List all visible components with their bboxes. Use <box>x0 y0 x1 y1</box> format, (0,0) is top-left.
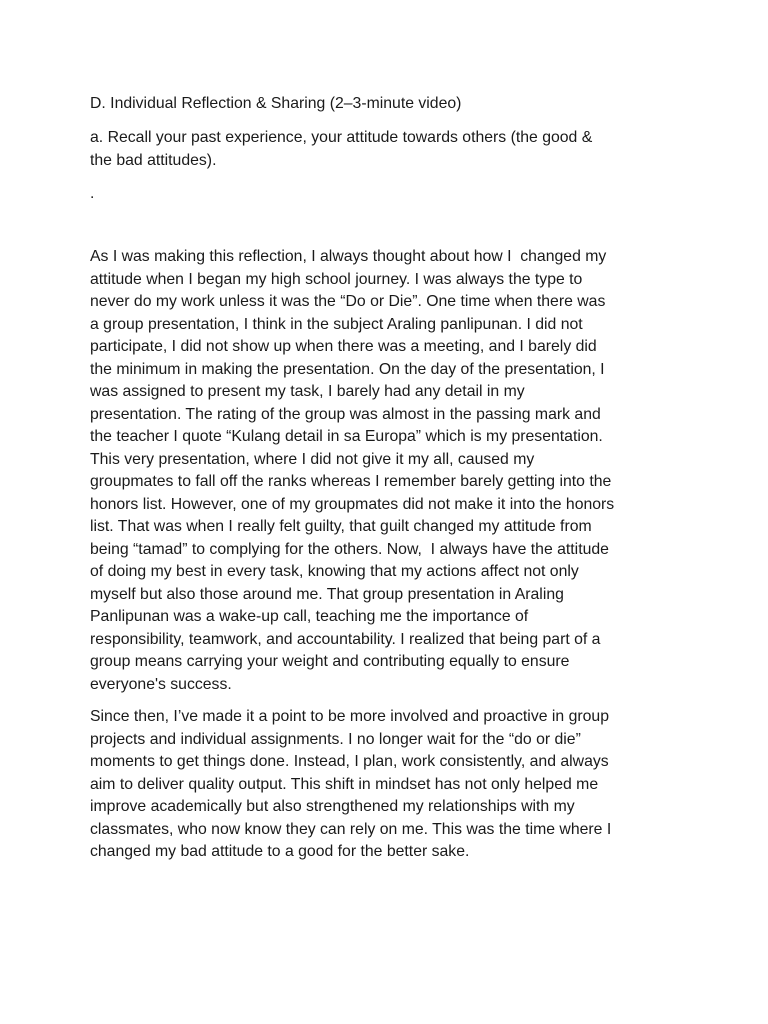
prompt-line: the bad attitudes). <box>90 151 217 169</box>
paragraph-line: aim to deliver quality output. This shift in mindset has not only helped me <box>90 775 599 793</box>
paragraph-line: list. That was when I really felt guilty, that guilt changed my attitude from <box>90 518 592 535</box>
paragraph-line: Since then, I’ve made it a point to be more involved and proactive in group <box>90 708 609 725</box>
paragraph-line: myself but also those around me. That group presentation in Araling <box>90 585 564 603</box>
paragraph-line: projects and individual assignments. I no longer wait for the “do or die” <box>90 730 581 748</box>
paragraph-line: the minimum in making the presentation. On the day of the presentation, I <box>90 360 605 378</box>
paragraph-line: responsibility, teamwork, and accountability. I realized that being part of a <box>90 630 601 648</box>
paragraph-line: changed my bad attitude to a good for the better sake. <box>90 843 470 860</box>
paragraph-line: groupmates to fall off the ranks whereas I remember barely getting into the <box>90 473 612 490</box>
paragraph-line: improve academically but also strengthened my relationships with my <box>90 798 575 815</box>
paragraph-line: This very presentation, where I did not give it my all, caused my <box>90 450 535 468</box>
paragraph-line: attitude when I began my high school journey. I was always the type to <box>90 270 583 288</box>
section-heading <box>90 93 690 116</box>
paragraph-line: everyone's success. <box>90 675 232 693</box>
paragraph-line: of doing my best in every task, knowing that my actions affect not only <box>90 563 579 580</box>
paragraph-line: honors list. However, one of my groupmates did not make it into the honors <box>90 495 615 513</box>
paragraph-line: group means carrying your weight and contributing equally to ensure <box>90 653 570 670</box>
prompt-line: a. Recall your past experience, your attitude towards others (the good & <box>90 129 593 146</box>
dot-line: . <box>90 185 95 202</box>
paragraph-line: the teacher I quote “Kulang detail in sa Europa” which is my presentation. <box>90 428 603 445</box>
paragraph-line: Panlipunan was a wake-up call, teaching me the importance of <box>90 608 529 625</box>
prompt-text <box>90 127 690 172</box>
paragraph-line: participate, I did not show up when there was a meeting, and I barely did <box>90 338 597 355</box>
paragraph-line: a group presentation, I think in the subject Araling panlipunan. I did not <box>90 315 583 333</box>
paragraph-line: presentation. The rating of the group was almost in the passing mark and <box>90 405 601 423</box>
paragraph-line: was assigned to present my task, I barely had any detail in my <box>90 383 525 400</box>
reflection-paragraph-1 <box>90 246 690 696</box>
paragraph-line: never do my work unless it was the “Do or Die”. One time when there was <box>90 293 606 310</box>
paragraph-line: being “tamad” to complying for the others. Now, I always have the attitude <box>90 540 609 558</box>
paragraph-line: moments to get things done. Instead, I plan, work consistently, and always <box>90 753 609 770</box>
paragraph-line: classmates, who now know they can rely on me. This was the time where I <box>90 820 612 838</box>
reflection-paragraph-2 <box>90 706 690 864</box>
heading-line: D. Individual Reflection & Sharing (2–3-minute video) <box>90 95 462 112</box>
paragraph-line: As I was making this reflection, I always thought about how I changed my <box>90 248 607 265</box>
dot-marker <box>90 183 690 206</box>
